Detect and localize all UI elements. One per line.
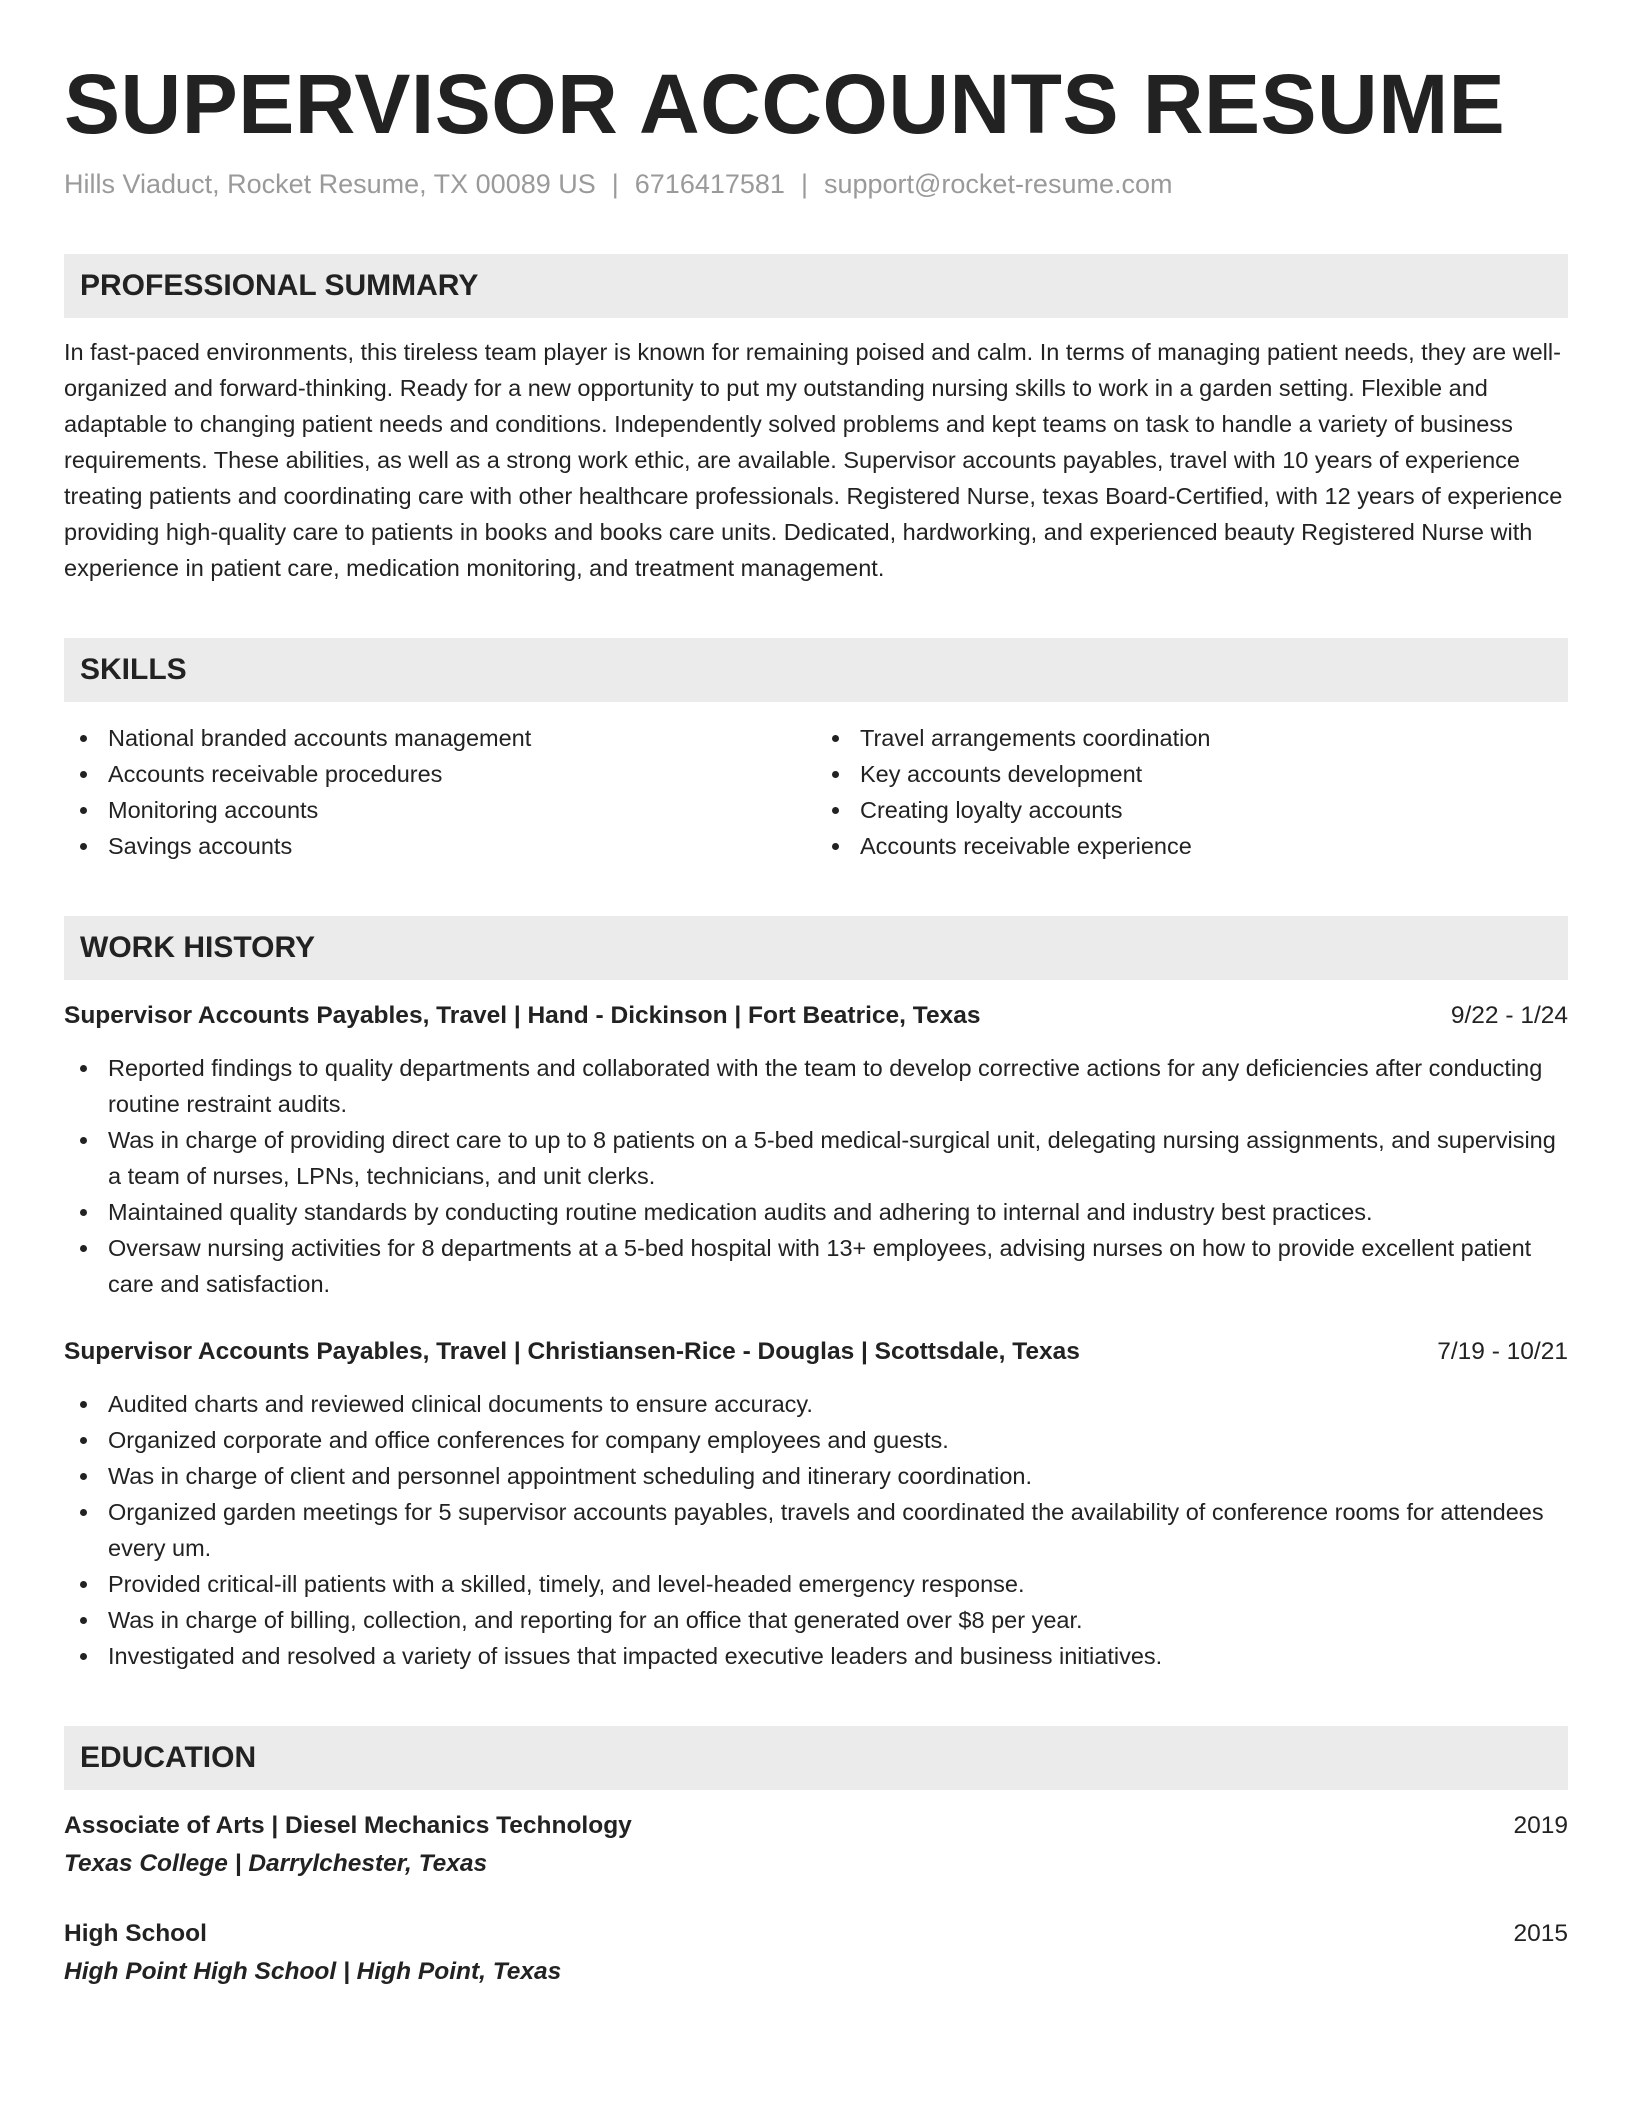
job-title: Supervisor Accounts Payables, Travel | Christiansen-Rice - Douglas | Scottsdale, Texas: [64, 1338, 1080, 1365]
job-header: [64, 998, 1568, 1034]
education-institution: Texas College | Darrylchester, Texas: [64, 1850, 488, 1877]
job-entry: [64, 998, 1568, 1302]
contact-phone: 6716417581: [634, 169, 785, 199]
education-entry: [64, 1916, 1568, 1992]
section-heading-education: EDUCATION: [64, 1726, 1568, 1790]
skills-column-left: [64, 720, 816, 864]
education-year: 2019: [1513, 1812, 1568, 1839]
education-degree: High School: [64, 1920, 207, 1947]
job-bullet: Was in charge of providing direct care to up to 8 patients on a 5-bed medical-surgical unit, delegating nursing assignments, and supervising a team of nurses, LPNs, technicians, and unit clerks.: [64, 1122, 1568, 1194]
contact-separator: |: [800, 169, 808, 199]
summary-text: In fast-paced environments, this tireless team player is known for remaining poised and calm. In terms of managing patient needs, they are well-organized and forward-thinking. Ready for a new opportunity to put my outstanding nursing skills to work in a garden setting. Flexible and adaptable to changing patient needs and conditions. Independently solved problems and kept teams on task to handle a variety of business requirements. These abilities, as well as a strong work ethic, are available. Supervisor accounts payables, travel with 10 years of experience treating patients and coordinating care with other healthcare professionals. Registered Nurse, texas Board-Certified, with 12 years of experience providing high-quality care to patients in books and books care units. Dedicated, hardworking, and experienced beauty Registered Nurse with experience in patient care, medication monitoring, and treatment management.: [64, 339, 1563, 581]
education-entry: [64, 1808, 1568, 1884]
section-heading-skills: SKILLS: [64, 638, 1568, 702]
skill-item: Creating loyalty accounts: [816, 792, 1568, 828]
job-bullet: Reported findings to quality departments and collaborated with the team to develop corrective actions for any deficiencies after conducting routine restraint audits.: [64, 1050, 1568, 1122]
skills-column-right: [816, 720, 1568, 864]
job-bullet: Investigated and resolved a variety of issues that impacted executive leaders and business initiatives.: [64, 1638, 1568, 1674]
job-bullet: Organized garden meetings for 5 supervisor accounts payables, travels and coordinated the availability of conference rooms for attendees every um.: [64, 1494, 1568, 1566]
job-dates: 9/22 - 1/24: [1450, 1002, 1568, 1029]
job-bullet: Audited charts and reviewed clinical documents to ensure accuracy.: [64, 1386, 1568, 1422]
job-bullet: Was in charge of client and personnel appointment scheduling and itinerary coordination.: [64, 1458, 1568, 1494]
education-year: 2015: [1513, 1920, 1568, 1947]
skill-item: Travel arrangements coordination: [816, 720, 1568, 756]
job-entry: [64, 1334, 1568, 1674]
job-title: Supervisor Accounts Payables, Travel | Hand - Dickinson | Fort Beatrice, Texas: [64, 1002, 981, 1029]
job-dates: 7/19 - 10/21: [1437, 1338, 1568, 1365]
job-header: [64, 1334, 1568, 1370]
skill-item: Accounts receivable experience: [816, 828, 1568, 864]
resume-title: SUPERVISOR ACCOUNTS RESUME: [64, 57, 1506, 151]
education-institution: High Point High School | High Point, Texas: [64, 1958, 562, 1985]
job-bullet: Organized corporate and office conferences for company employees and guests.: [64, 1422, 1568, 1458]
job-bullet: Maintained quality standards by conducting routine medication audits and adhering to internal and industry best practices.: [64, 1194, 1568, 1230]
job-bullet: Oversaw nursing activities for 8 departments at a 5-bed hospital with 13+ employees, advising nurses on how to provide excellent patient care and satisfaction.: [64, 1230, 1568, 1302]
contact-address: Hills Viaduct, Rocket Resume, TX 00089 US: [64, 169, 596, 199]
job-bullet: Was in charge of billing, collection, and reporting for an office that generated over $8 per year.: [64, 1602, 1568, 1638]
education-header: [64, 1916, 1568, 1952]
contact-separator: |: [611, 169, 619, 199]
skill-item: Savings accounts: [64, 828, 816, 864]
section-heading-summary: PROFESSIONAL SUMMARY: [64, 254, 1568, 318]
contact-email: support@rocket-resume.com: [823, 169, 1173, 199]
education-degree: Associate of Arts | Diesel Mechanics Technology: [64, 1812, 632, 1839]
skill-item: Accounts receivable procedures: [64, 756, 816, 792]
job-bullets: [64, 1386, 1568, 1674]
skill-item: Key accounts development: [816, 756, 1568, 792]
skill-item: National branded accounts management: [64, 720, 816, 756]
job-bullets: [64, 1050, 1568, 1302]
section-heading-work-history: WORK HISTORY: [64, 916, 1568, 980]
job-bullet: Provided critical-ill patients with a skilled, timely, and level-headed emergency response.: [64, 1566, 1568, 1602]
education-header: [64, 1808, 1568, 1844]
skill-item: Monitoring accounts: [64, 792, 816, 828]
skills-list: [64, 720, 1568, 864]
contact-line: [64, 166, 1568, 202]
